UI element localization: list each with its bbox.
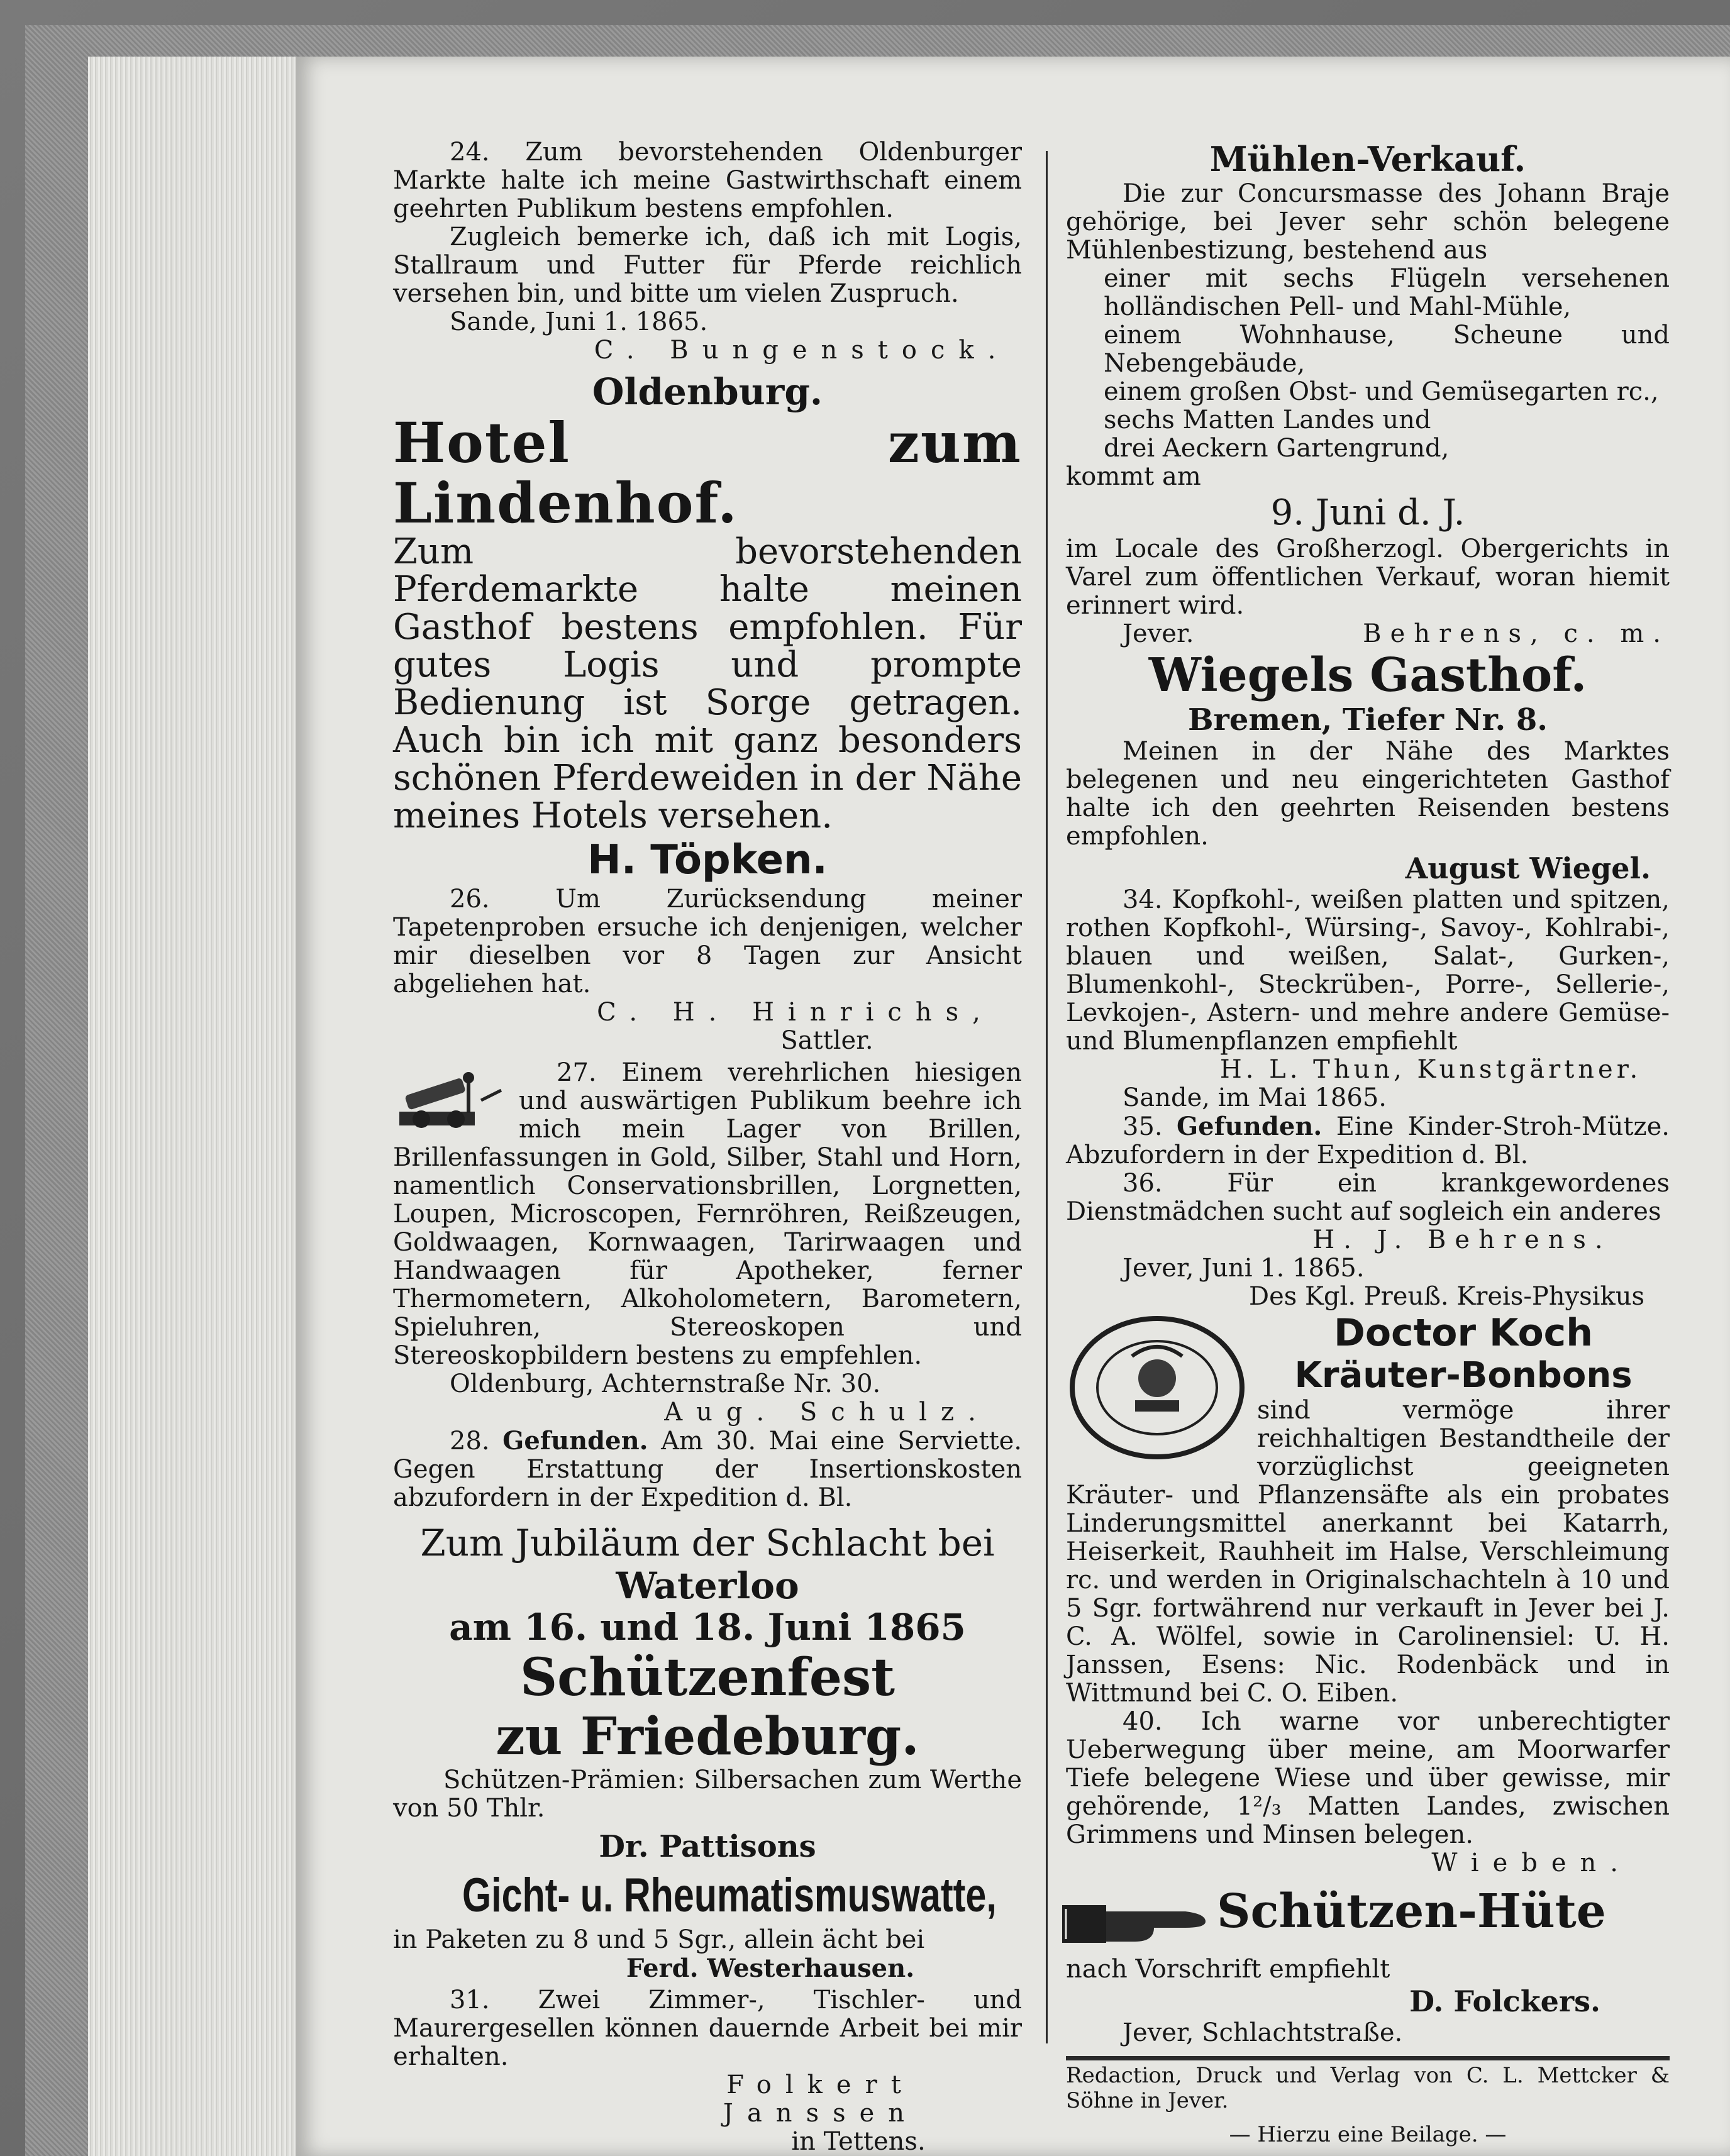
koch-text: sind vermöge ihrer reichhaltigen Bestandtheile der vorzüglichst geeigneten Kräuter- und Pflanzensäfte als ein probates Linderungsmittel anerkannt bei Katarrh, Heiserkeit, Rauhheit im Halse, Verschleimung rc. und werden in Originalschachteln à 10 und 5 Sgr. fortwährend nur verkauft in Jever bei J. C. A. Wölfel, sowie in Carolinensiel: U. H. Janssen, Esens: Nic. Rodenbäck und in Wittmund bei C. O. Eiben.	[1066, 1396, 1670, 1708]
imprint: Redaction, Druck und Verlag von C. L. Mettcker & Söhne in Jever.	[1066, 2063, 1670, 2113]
ad-mill	[1066, 138, 1670, 648]
mill-item-4: sechs Matten Landes und	[1104, 406, 1431, 434]
ad-26-text: 26. Um Zurücksendung meiner Tapetenproben ersuche ich denjenigen, welcher mir dieselben vor 8 Tagen zur Ansicht abgeliehen hat.	[393, 885, 1022, 998]
ad-35	[1066, 1112, 1670, 1169]
ad-26-signature: C. H. Hinrichs,	[597, 998, 994, 1027]
mill-sign-line	[1066, 620, 1670, 648]
hats-title: Schützen-Hüte	[1217, 1884, 1606, 1938]
mill-item-1: einer mit sechs Flügeln versehenen holländischen Pell- und Mahl-Mühle,	[1104, 264, 1670, 321]
ad-hotel	[393, 371, 1022, 885]
ad-36-date: Jever, Juni 1. 1865.	[1123, 1254, 1365, 1283]
ad-24-date: Sande, Juni 1. 1865.	[450, 307, 708, 336]
ad-pattison	[393, 1828, 1022, 1982]
mill-place: Jever.	[1123, 619, 1194, 648]
jubilee-line-3: am 16. und 18. Juni 1865	[449, 1606, 966, 1649]
ad-24-text: 24. Zum bevorstehenden Oldenburger Markte halte ich meine Gastwirthschaft einem geehrten Publikum bestens empfohlen.	[393, 138, 1022, 223]
pattison-seller: Ferd. Westerhausen.	[626, 1954, 915, 1983]
ad-28-found: Gefunden.	[502, 1426, 648, 1456]
koch-title-2: Kräuter-Bonbons	[1294, 1355, 1633, 1396]
ad-36-text: 36. Für ein krankgewordenes Dienstmädchen sucht auf sogleich ein anderes	[1066, 1169, 1670, 1226]
ad-27-text: 27. Einem verehrlichen hiesigen und auswärtigen Publikum beehre ich mich mein Lager von Brillen, Brillenfassungen in Gold, Silber, Stahl und Horn, namentlich Conservationsbrillen, Lorgnetten, Loupen, Microscopen, Fernröhren, Reißzeugen, Goldwaagen, Kornwaagen, Tarirwaagen und Handwaagen für Apotheker, ferner Thermometern, Alkoholometern, Barometern, Spieluhren, Stereoskopen und Stereoskopbildern bestens zu empfehlen.	[393, 1058, 1022, 1370]
ad-26	[393, 885, 1022, 1055]
koch-byline: Des Kgl. Preuß. Kreis-Physikus	[1249, 1282, 1644, 1311]
page-block-edge	[88, 57, 297, 2156]
hotel-body: Zum bevorstehenden Pferdemarkte halte meinen Gasthof bestens empfohlen. Für gutes Logis und prompte Bedienung ist Sorge getragen. Auch bin ich mit ganz besonders schönen Pferdeweiden in der Nähe meines Hotels versehen.	[393, 531, 1022, 836]
ad-40-text: 40. Ich warne vor unberechtigter Ueberwegung über meine, am Moorwarfer Tiefe belegene Wiese und über gewisse, mir gehörende, 1²/₃ Matten Landes, zwischen Grimmens und Minsen belegen.	[1066, 1707, 1670, 1849]
wiegel-title: Wiegels Gasthof.	[1148, 648, 1587, 702]
ad-24	[393, 138, 1022, 365]
koch-title-1: Doctor Koch	[1334, 1311, 1593, 1355]
jubilee-line-4: Schützenfest	[519, 1647, 895, 1708]
ad-40	[1066, 1708, 1670, 1877]
imprint-rule	[1066, 2056, 1670, 2060]
ad-28-text	[393, 1427, 1022, 1512]
pattison-maker: Dr. Pattisons	[599, 1829, 816, 1864]
wiegel-signature: August Wiegel.	[1405, 851, 1651, 885]
mill-item-3: einem großen Obst- und Gemüsegarten rc.,	[1104, 377, 1659, 406]
jubilee-line-1: Zum Jubiläum der Schlacht bei	[420, 1522, 995, 1564]
ad-27-address: Oldenburg, Achternstraße Nr. 30.	[450, 1369, 881, 1398]
telescope-icon	[393, 1063, 506, 1138]
mill-signature: Behrens, c. m.	[1363, 619, 1670, 648]
ad-28-number: 28.	[450, 1427, 490, 1456]
mill-title: Mühlen-Verkauf.	[1209, 139, 1526, 179]
pointing-hand-icon	[1060, 1886, 1211, 1955]
ad-35-body: Eine Kinder-Stroh-Mütze. Abzufordern in der Expedition d. Bl.	[1066, 1112, 1670, 1169]
ad-34-date: Sande, im Mai 1865.	[1123, 1083, 1387, 1112]
mill-date: 9. Juni d. J.	[1270, 492, 1465, 533]
jubilee-prizes: Schützen-Prämien: Silbersachen zum Werthe von 50 Thlr.	[393, 1766, 1022, 1823]
hotel-signature: H. Töpken.	[587, 837, 828, 883]
seal-stamp-icon	[1066, 1312, 1248, 1463]
hats-address: Jever, Schlachtstraße.	[1123, 2018, 1403, 2047]
jubilee-line-5: zu Friedeburg.	[496, 1706, 919, 1767]
ad-jubilee	[393, 1521, 1022, 1823]
ad-31-signature: Folkert Janssen	[723, 2070, 919, 2128]
right-column	[1066, 138, 1670, 2147]
ad-wiegel	[1066, 648, 1670, 886]
ad-24-signature: C. Bungenstock.	[594, 336, 1010, 365]
hats-text: nach Vorschrift empfiehlt	[1066, 1955, 1390, 1984]
wiegel-address: Bremen, Tiefer Nr. 8.	[1187, 702, 1548, 738]
ad-hats	[1066, 1881, 1670, 2047]
hotel-city: Oldenburg.	[592, 370, 823, 413]
mill-comes: kommt am	[1066, 462, 1201, 491]
left-column	[393, 138, 1022, 2156]
ad-24-text-2: Zugleich bemerke ich, daß ich mit Logis, Stallraum und Futter für Pferde reichlich versehen bin, und bitte um vielen Zuspruch.	[393, 223, 1022, 308]
wiegel-text: Meinen in der Nähe des Marktes belegenen und neu eingerichteten Gasthof halte ich den geehrten Reisenden bestens empfohlen.	[1066, 737, 1670, 851]
ad-31	[393, 1986, 1022, 2156]
ad-31-text: 31. Zwei Zimmer-, Tischler- und Maurergesellen können dauernde Arbeit bei mir erhalten.	[393, 1986, 1022, 2071]
supplement-note: — Hierzu eine Beilage. —	[1229, 2122, 1507, 2147]
hats-signature: D. Folckers.	[1409, 1984, 1600, 2018]
pattison-product: Gicht- u. Rheumatismuswatte,	[462, 1869, 997, 1922]
hotel-name: Hotel zum Lindenhof.	[393, 410, 1022, 536]
ad-40-signature: Wieben.	[1431, 1849, 1632, 1877]
ad-28-body: Am 30. Mai eine Serviette. Gegen Erstattung der Insertionskosten abzufordern in der Expedition d. Bl.	[393, 1427, 1023, 1512]
jubilee-line-2: Waterloo	[616, 1564, 799, 1607]
mill-item-5: drei Aeckern Gartengrund,	[1104, 434, 1450, 463]
ad-31-place: in Tettens.	[791, 2127, 926, 2156]
ad-28	[393, 1427, 1022, 1512]
ad-27	[393, 1059, 1022, 1427]
column-divider	[1046, 151, 1048, 2043]
pattison-text: in Paketen zu 8 und 5 Sgr., allein ächt bei	[393, 1925, 925, 1954]
newspaper-page	[296, 57, 1730, 2156]
mill-text: im Locale des Großherzogl. Obergerichts in Varel zum öffentlichen Verkauf, woran hiemit erinnert wird.	[1066, 534, 1670, 620]
ad-35-number: 35.	[1123, 1112, 1163, 1141]
ad-36-signature: H. J. Behrens.	[1312, 1225, 1612, 1254]
ad-34-signature: H. L. Thun, Kunstgärtner.	[1219, 1055, 1642, 1084]
ad-koch	[1066, 1283, 1670, 1708]
ad-36	[1066, 1169, 1670, 1283]
ad-34	[1066, 886, 1670, 1112]
ad-26-role: Sattler.	[780, 1026, 873, 1055]
mill-intro: Die zur Concursmasse des Johann Braje gehörige, bei Jever sehr schön belegene Mühlenbestizung, bestehend aus	[1066, 179, 1670, 265]
mill-item-2: einem Wohnhause, Scheune und Nebengebäude,	[1104, 321, 1670, 378]
ad-27-signature: Aug. Schulz.	[664, 1398, 990, 1427]
ad-34-text: 34. Kopfkohl-, weißen platten und spitzen, rothen Kopfkohl-, Würsing-, Savoy-, Kohlrabi-, blauen und weißen, Salat-, Gurken-, Blumenkohl-, Steckrüben-, Porre-, Sellerie-, Levkojen-, Astern- und mehre andere Gemüse- und Blumenpflanzen empfiehlt	[1066, 885, 1670, 1056]
ad-35-found: Gefunden.	[1176, 1112, 1322, 1141]
ad-35-text	[1066, 1112, 1670, 1169]
